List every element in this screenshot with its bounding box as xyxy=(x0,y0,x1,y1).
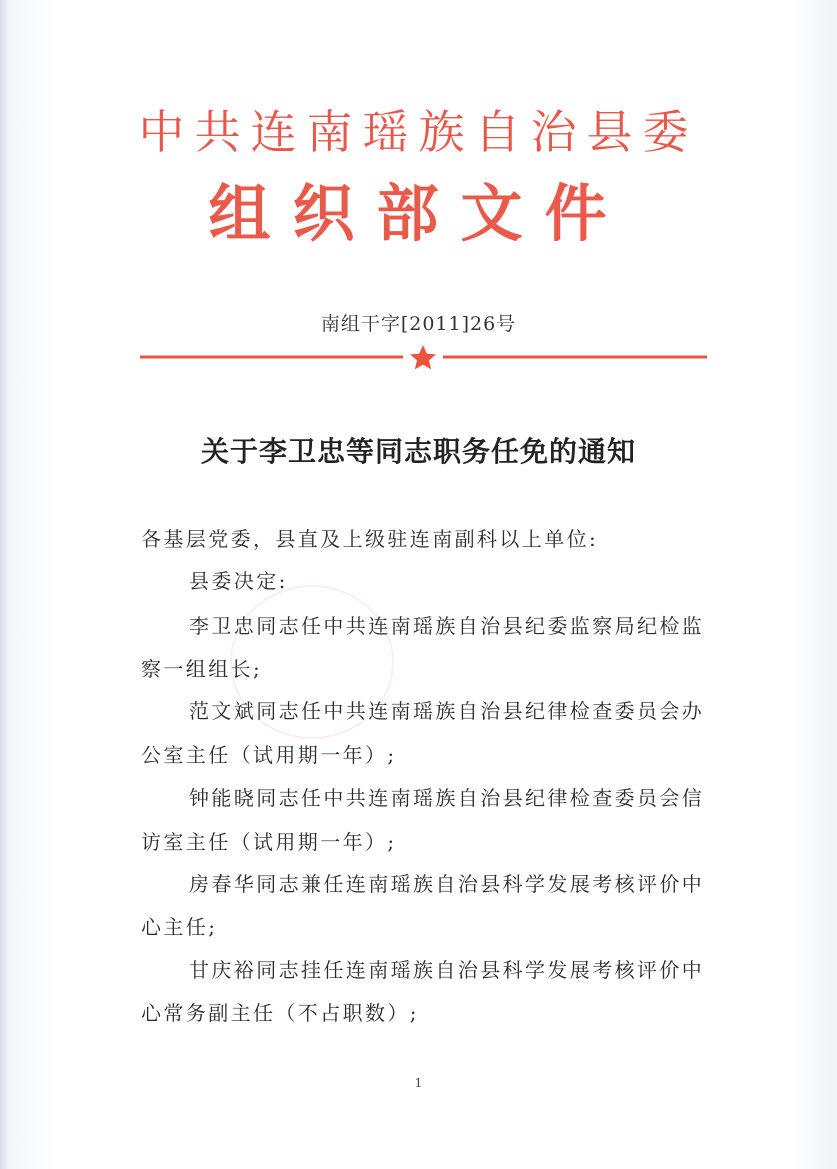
item-3-line-2: 访室主任（试用期一年）; xyxy=(141,830,397,854)
item-5-line-2: 心常务副主任（不占职数）; xyxy=(141,1001,419,1025)
recipients-line: 各基层党委，县直及上级驻连南副科以上单位: xyxy=(141,527,599,551)
item-5-line-1: 甘庆裕同志挂任连南瑶族自治县科学发展考核评价中 xyxy=(189,958,705,982)
issuing-organization: 中共连南瑶族自治县委 xyxy=(138,105,699,159)
document-number: 南组干字[2011]26号 xyxy=(320,313,517,335)
star-icon xyxy=(410,345,436,369)
item-4-line-1: 房春华同志兼任连南瑶族自治县科学发展考核评价中 xyxy=(189,872,705,896)
item-2-line-1: 范文斌同志任中共连南瑶族自治县纪律检查委员会办 xyxy=(189,699,705,723)
item-3-line-1: 钟能晓同志任中共连南瑶族自治县纪律检查委员会信 xyxy=(189,786,705,810)
notice-title: 关于李卫忠等同志职务任免的通知 xyxy=(200,435,636,468)
document-type-heading: 组织部文件 xyxy=(208,177,629,250)
item-1-line-1: 李卫忠同志任中共连南瑶族自治县纪委监察局纪检监 xyxy=(189,614,705,638)
page-number: 1 xyxy=(414,1076,423,1090)
item-4-line-2: 心主任; xyxy=(141,915,218,939)
item-1-line-2: 察一组组长; xyxy=(141,657,263,681)
red-divider-with-star xyxy=(140,345,707,371)
decision-line: 县委决定: xyxy=(189,569,288,593)
item-2-line-2: 公室主任（试用期一年）; xyxy=(141,743,397,767)
